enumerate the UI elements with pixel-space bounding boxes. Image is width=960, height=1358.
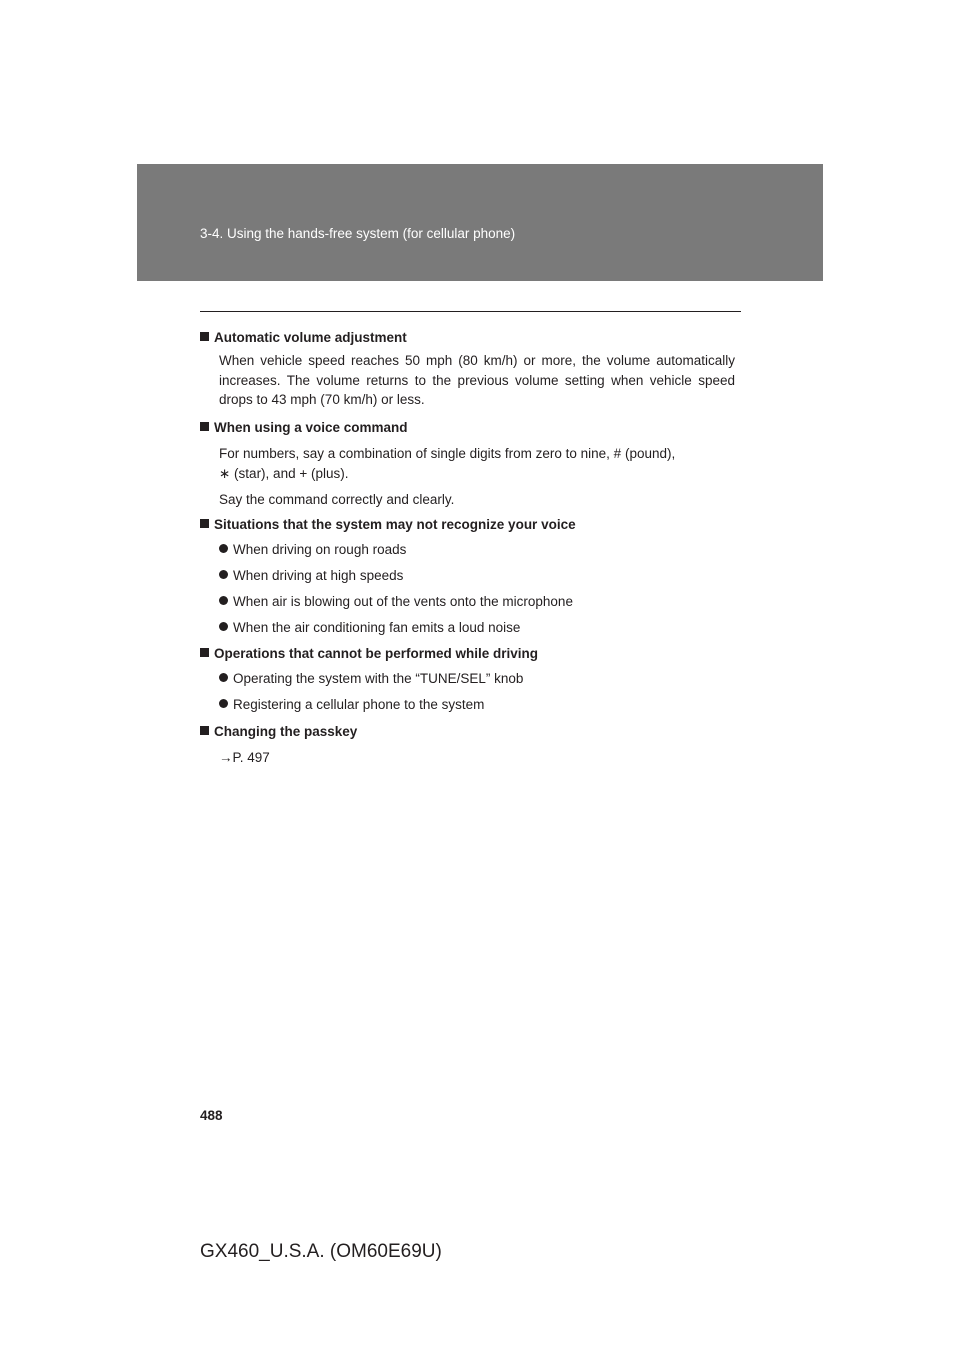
- square-bullet-icon: [200, 648, 209, 657]
- paragraph-automatic-volume: When vehicle speed reaches 50 mph (80 km/h) or more, the volume automatically increases. The volume returns to the previous volume setting when vehicle speed drops to 43 mph (70 km/h) or less.: [219, 353, 735, 407]
- heading-changing-passkey: Changing the passkey: [200, 724, 357, 739]
- round-bullet-icon: [219, 596, 228, 605]
- list-item: Registering a cellular phone to the system: [219, 697, 484, 712]
- square-bullet-icon: [200, 422, 209, 431]
- round-bullet-icon: [219, 622, 228, 631]
- round-bullet-icon: [219, 673, 228, 682]
- header-band: [137, 164, 823, 281]
- round-bullet-icon: [219, 544, 228, 553]
- list-item: When the air conditioning fan emits a loud noise: [219, 620, 520, 635]
- list-item: When driving at high speeds: [219, 568, 403, 583]
- paragraph-voice-clearly: Say the command correctly and clearly.: [219, 492, 455, 507]
- page-number: 488: [200, 1108, 223, 1123]
- section-title: 3-4. Using the hands-free system (for cellular phone): [200, 226, 516, 241]
- heading-recognition-situations: Situations that the system may not recognize your voice: [200, 517, 576, 532]
- list-item: When driving on rough roads: [219, 542, 406, 557]
- paragraph-voice-digits: For numbers, say a combination of single digits from zero to nine, # (pound),: [219, 446, 676, 461]
- heading-driving-restrictions: Operations that cannot be performed while driving: [200, 646, 538, 661]
- square-bullet-icon: [200, 519, 209, 528]
- round-bullet-icon: [219, 570, 228, 579]
- square-bullet-icon: [200, 332, 209, 341]
- heading-voice-command: When using a voice command: [200, 420, 408, 435]
- square-bullet-icon: [200, 726, 209, 735]
- round-bullet-icon: [219, 699, 228, 708]
- heading-automatic-volume: Automatic volume adjustment: [200, 330, 407, 345]
- paragraph-voice-symbols: ∗ (star), and + (plus).: [219, 466, 349, 481]
- list-item: When air is blowing out of the vents onto the microphone: [219, 594, 573, 609]
- page-reference-link[interactable]: →P. 497: [219, 750, 270, 765]
- manual-code: GX460_U.S.A. (OM60E69U): [200, 1241, 442, 1262]
- list-item: Operating the system with the “TUNE/SEL” knob: [219, 671, 523, 686]
- divider-rule: [200, 311, 741, 312]
